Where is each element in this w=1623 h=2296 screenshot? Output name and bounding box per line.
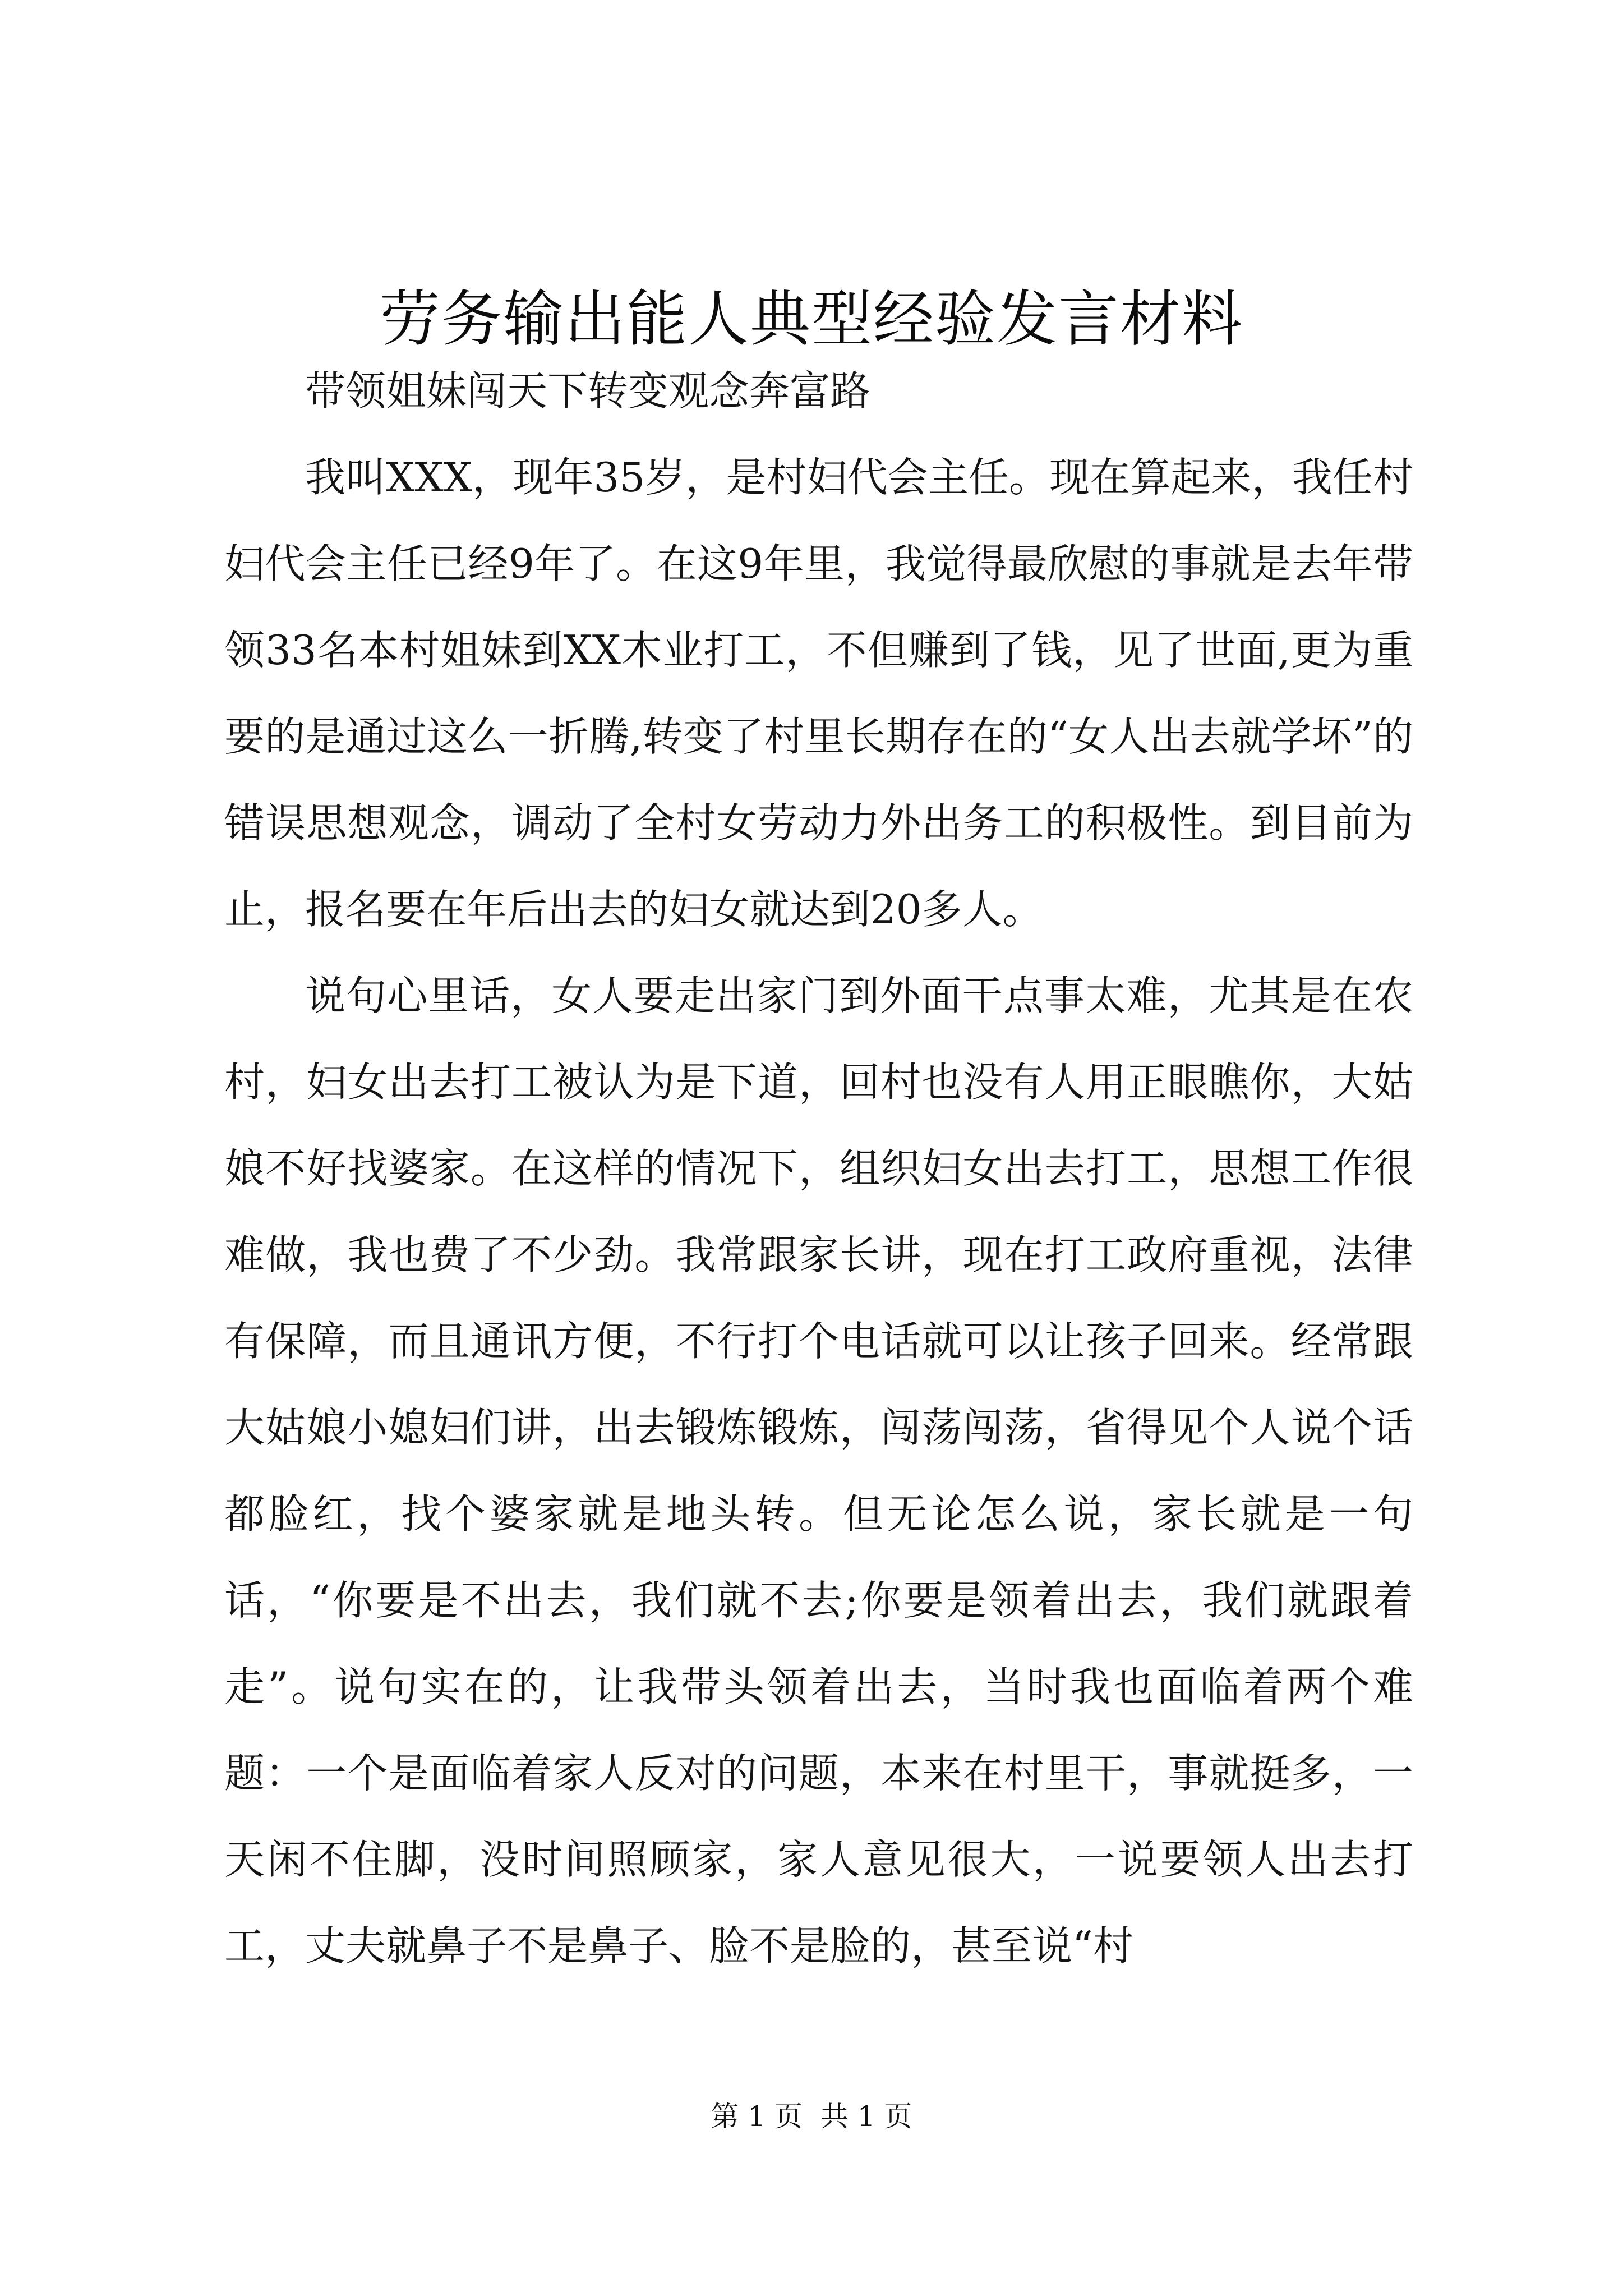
document-title: 劳务输出能人典型经验发言材料 [379, 284, 1243, 355]
body-paragraph-1: 我叫XXX，现年35岁，是村妇代会主任。现在算起来，我任村妇代会主任已经9年了。在这9年里，我觉得最欣慰的事就是去年带领33名本村姐妹到XX木业打工，不但赚到了钱，见了世面,更为重要的是通过这么一折腾,转变了村里长期存在的“女人出去就学坏”的错误思想观念，调动了全村女劳动力外出务工的积极性。到目前为止，报名要在年后出去的妇女就达到20多人。 [224, 454, 1413, 933]
subtitle-paragraph: 带领姐妹闯天下转变观念奔富路 [305, 367, 871, 415]
body-paragraph-2: 说句心里话，女人要走出家门到外面干点事太难，尤其是在农村，妇女出去打工被认为是下道，回村也没有人用正眼瞧你，大姑娘不好找婆家。在这样的情况下，组织妇女出去打工，思想工作很难做，我也费了不少劲。我常跟家长讲，现在打工政府重视，法律有保障，而且通讯方便，不行打个电话就可以让孩子回来。经常跟大姑娘小媳妇们讲，出去锻炼锻炼，闯荡闯荡，省得见个人说个话都脸红，找个婆家就是地头转。但无论怎么说，家长就是一句话，“你要是不出去，我们就不去;你要是领着出去，我们就跟着走”。说句实在的，让我带头领着出去，当时我也面临着两个难题：一个是面临着家人反对的问题，本来在村里干，事就挺多，一天闲不住脚，没时间照顾家，家人意见很大，一说要领人出去打工，丈夫就鼻子不是鼻子、脸不是脸的，甚至说“村 [224, 972, 1413, 1970]
page-number-label: 第 1 页 共 1 页 [711, 2100, 912, 2133]
document-body [224, 348, 1413, 1989]
page-footer [0, 2097, 1623, 2136]
